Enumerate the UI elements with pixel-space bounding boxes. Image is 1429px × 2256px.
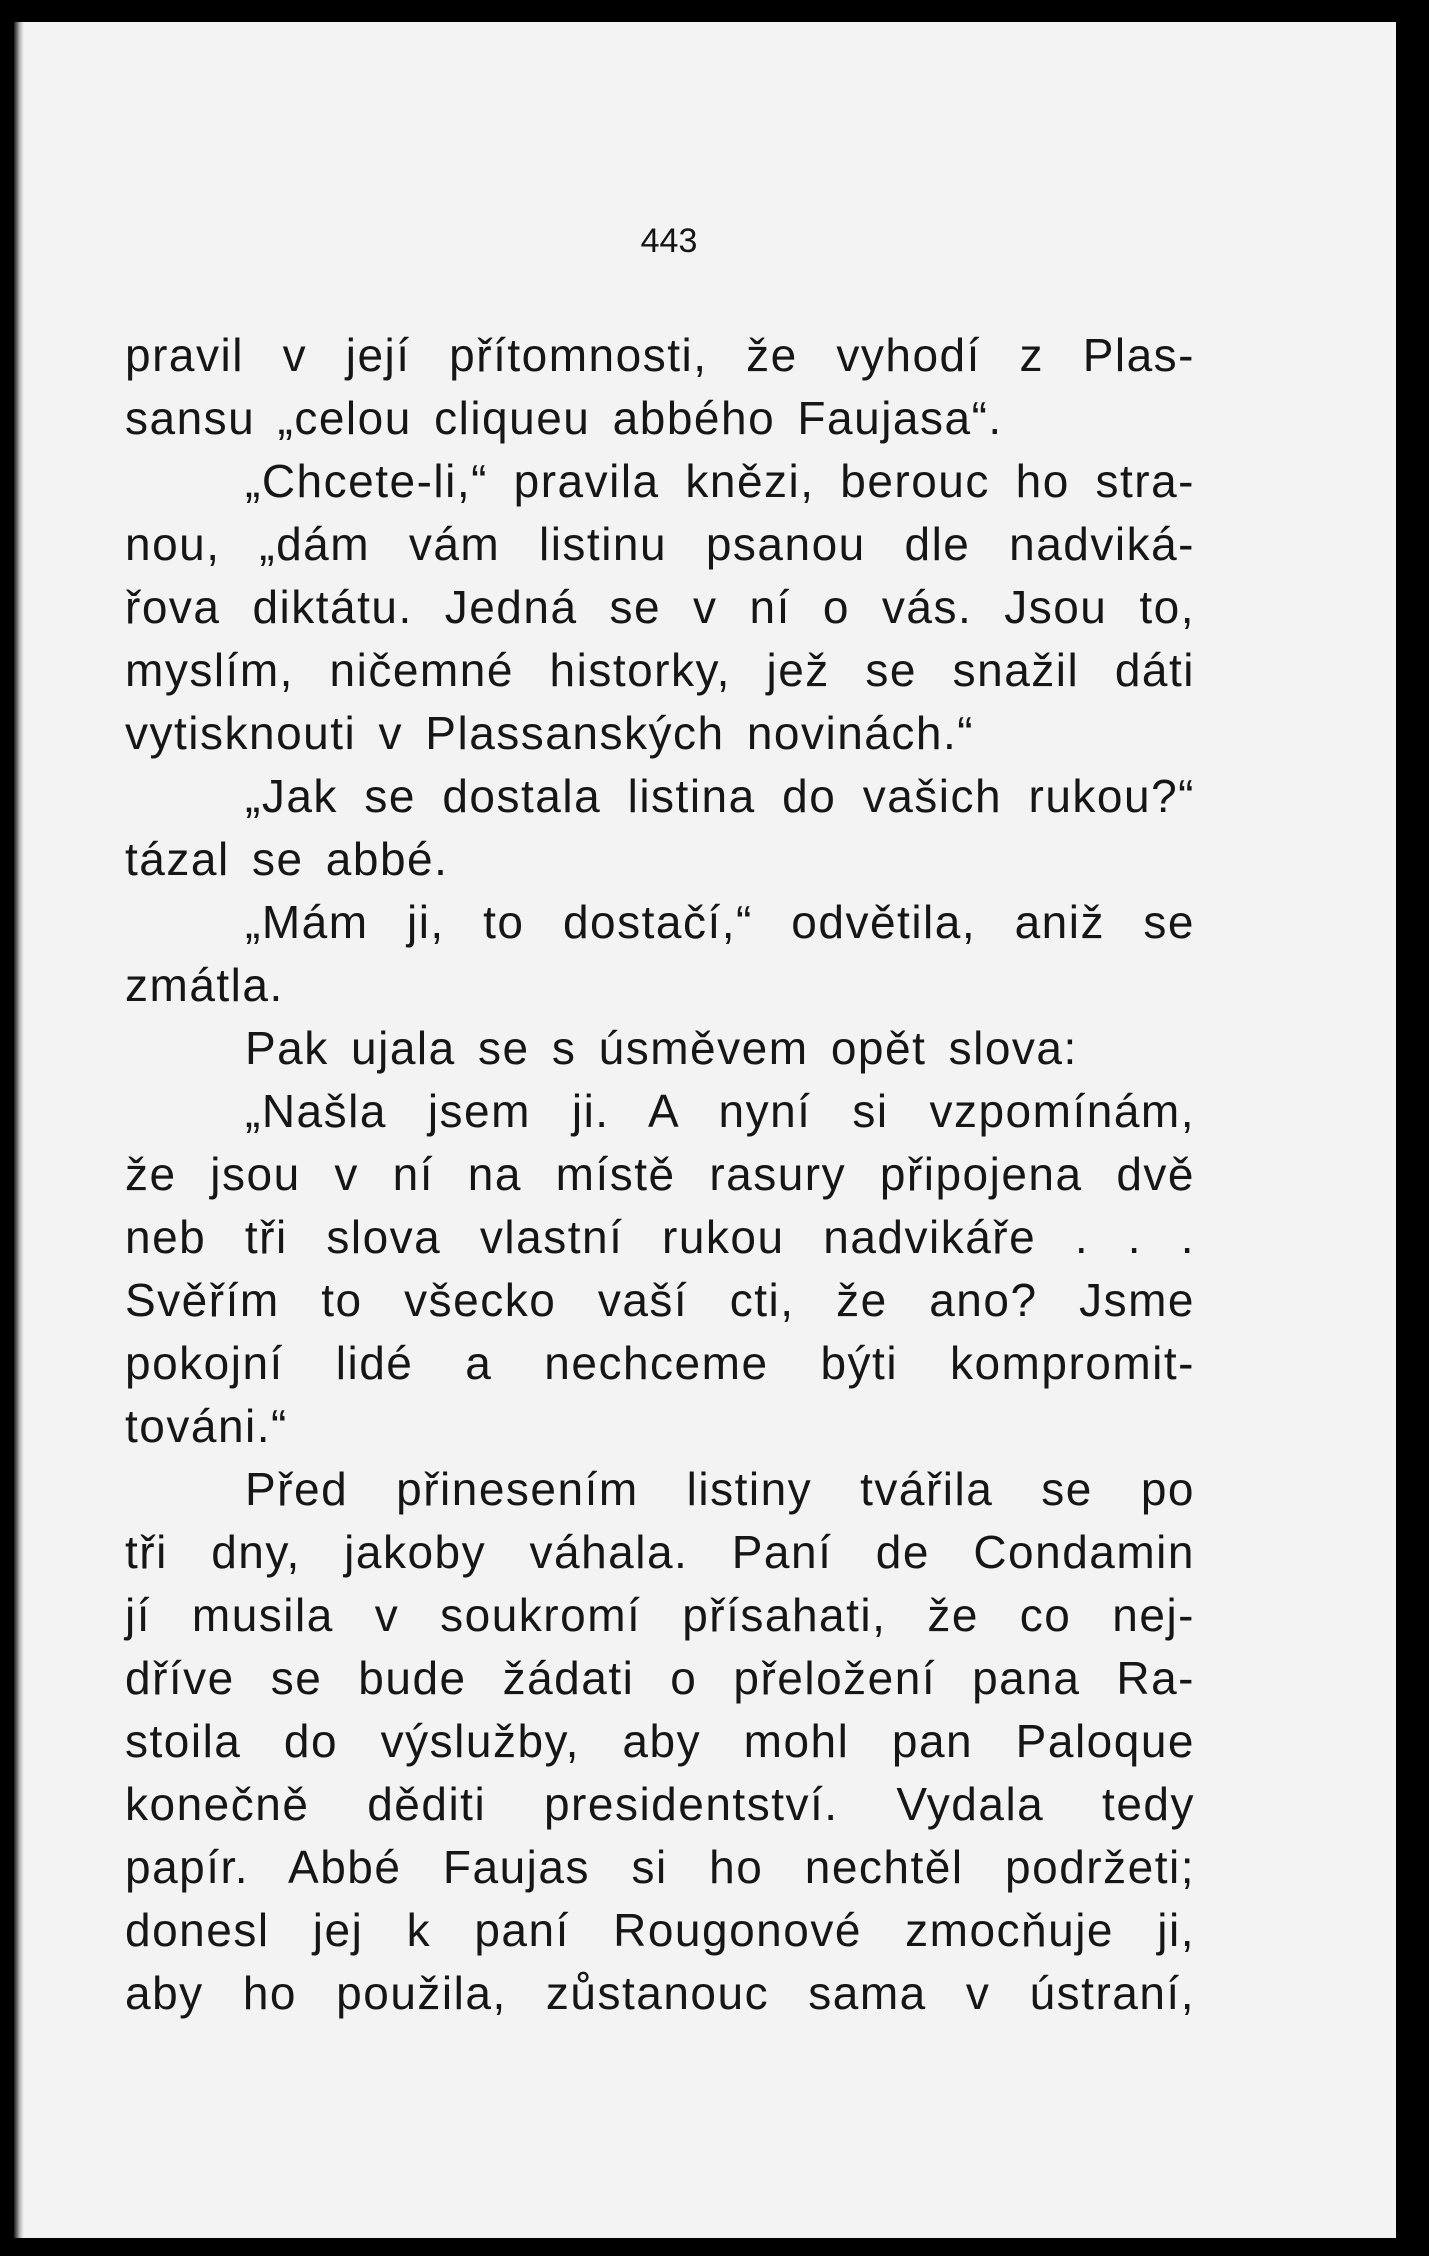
text-line: nou, „dám vám listinu psanou dle nadviká- <box>125 518 1195 570</box>
text-line: konečně děditi presidentství. Vydala tedy <box>125 1778 1195 1830</box>
text-line: aby ho použila, zůstanouc sama v ústraní, <box>125 1967 1195 2019</box>
text-line: Před přinesením listiny tvářila se po <box>245 1463 1195 1515</box>
book-page <box>14 22 1396 2238</box>
body-text <box>125 324 1195 2025</box>
text-line: dříve se bude žádati o přeložení pana Ra- <box>125 1652 1195 1704</box>
text-line: pokojní lidé a nechceme býti kompromit- <box>125 1337 1195 1389</box>
page-spine-shadow <box>14 22 24 2238</box>
text-line: zmátla. <box>125 959 284 1011</box>
text-line: pravil v její přítomnosti, že vyhodí z Plas- <box>125 329 1195 381</box>
text-line: Svěřím to všecko vaší cti, že ano? Jsme <box>125 1274 1195 1326</box>
text-line: „Jak se dostala listina do vašich rukou?“ <box>245 770 1195 822</box>
text-line: „Našla jsem ji. A nyní si vzpomínám, <box>245 1085 1195 1137</box>
text-line: donesl jej k paní Rougonové zmocňuje ji, <box>125 1904 1195 1956</box>
text-line: tři dny, jakoby váhala. Paní de Condamin <box>125 1526 1195 1578</box>
text-line: papír. Abbé Faujas si ho nechtěl podržeti; <box>125 1841 1195 1893</box>
text-line: jí musila v soukromí přísahati, že co nej- <box>125 1589 1195 1641</box>
text-line: Pak ujala se s úsměvem opět slova: <box>245 1022 1078 1074</box>
text-line: sansu „celou cliqueu abbého Faujasa“. <box>125 392 1003 444</box>
text-line: tázal se abbé. <box>125 833 449 885</box>
text-line: továni.“ <box>125 1400 288 1452</box>
text-line: že jsou v ní na místě rasury připojena dvě <box>125 1148 1195 1200</box>
text-line: „Mám ji, to dostačí,“ odvětila, aniž se <box>245 896 1195 948</box>
text-line: vytisknouti v Plassanských novinách.“ <box>125 707 975 759</box>
text-line: stoila do výslužby, aby mohl pan Paloque <box>125 1715 1195 1767</box>
page-number: 443 <box>640 222 698 260</box>
text-line: myslím, ničemné historky, jež se snažil dáti <box>125 644 1195 696</box>
text-line: řova diktátu. Jedná se v ní o vás. Jsou to, <box>125 581 1195 633</box>
text-line: „Chcete-li,“ pravila knězi, berouc ho stra- <box>245 455 1195 507</box>
text-line: neb tři slova vlastní rukou nadvikáře . . . <box>125 1211 1195 1263</box>
